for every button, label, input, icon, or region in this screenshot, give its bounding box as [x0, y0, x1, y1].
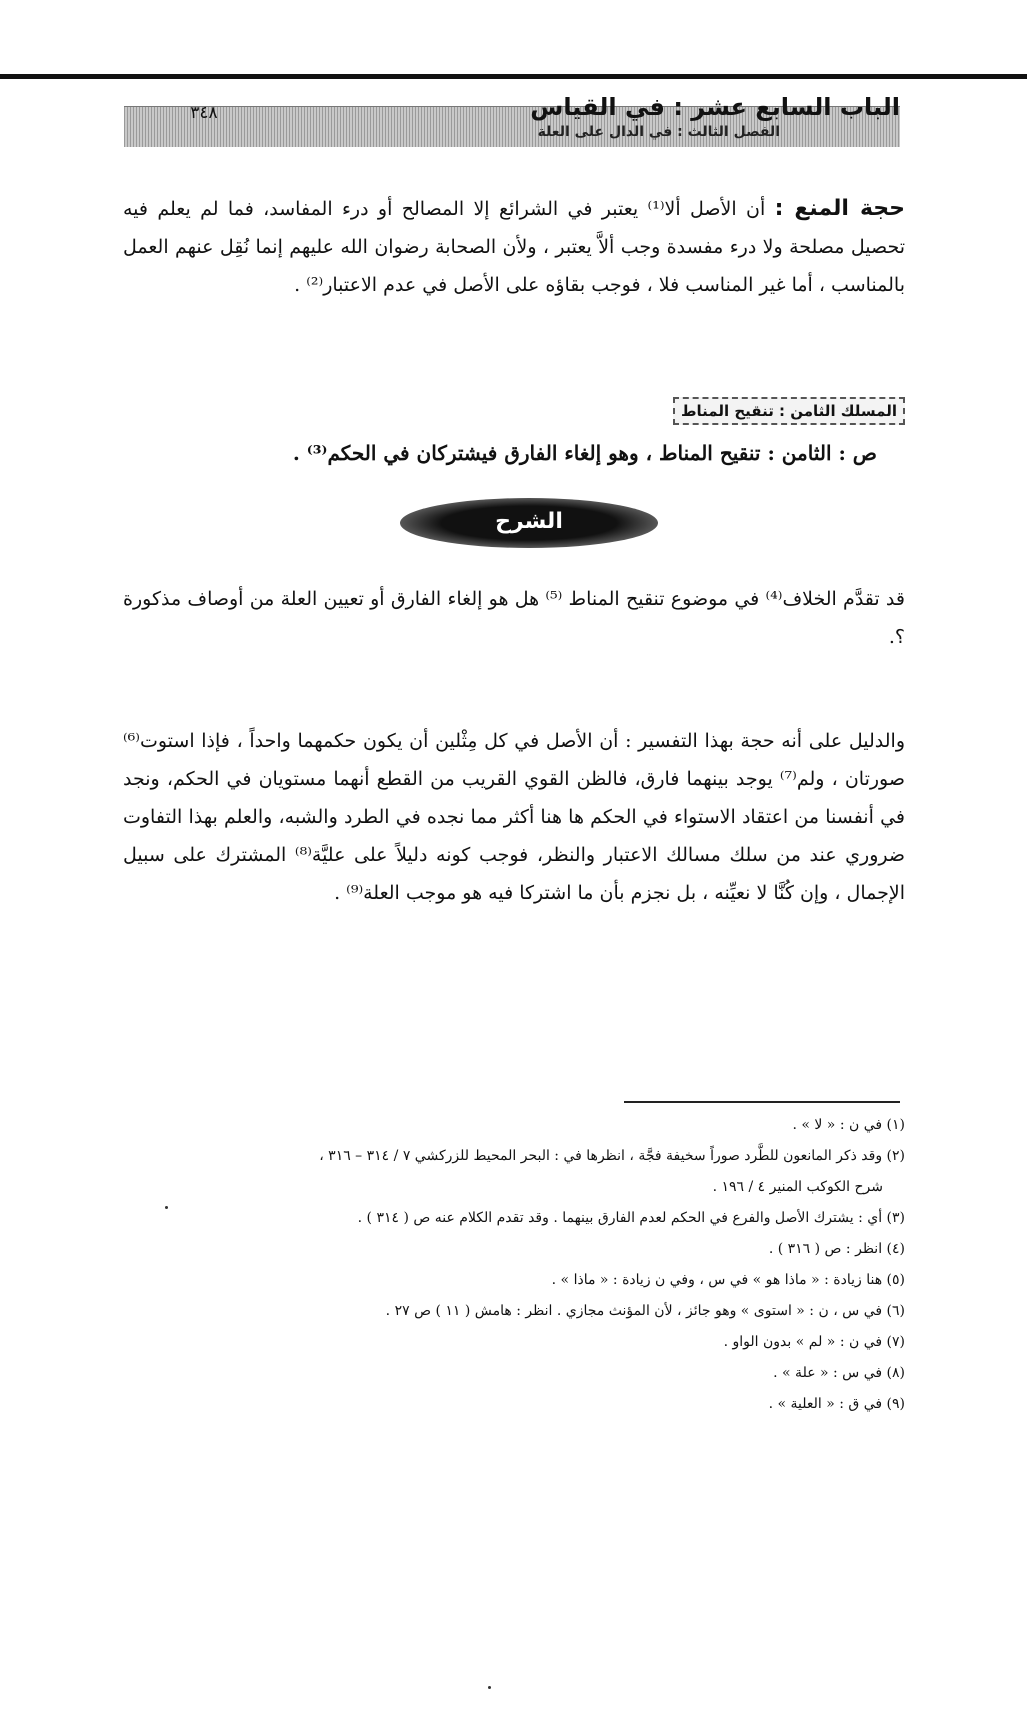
matn-statement: ص : الثامن : تنقيح المناط ، وهو إلغاء الفارق فيشتركان في الحكم⁽³⁾ .	[292, 441, 877, 465]
paragraph-khilaf: قد تقدَّم الخلاف⁽⁴⁾ في موضوع تنقيح المناط ⁽⁵⁾ هل هو إلغاء الفارق أو تعيين العلة من أوصاف مذكورة ؟.	[123, 588, 905, 648]
running-header	[124, 90, 900, 148]
scan-speck	[165, 1206, 168, 1209]
paragraph-text: أن الأصل ألا⁽¹⁾ يعتبر في الشرائع إلا المصالح أو درء المفاسد، فما لم يعلم فيه تحصيل مصلحة ولا درء مفسدة وجب ألاَّ يعتبر ، ولأن الصحابة رضوان الله عليهم إنما نُقِل عنهم العمل بالمناسب ، أما غير المناسب فلا ، فوجب بقاؤه على الأصل في عدم الاعتبار⁽²⁾ .	[123, 198, 905, 296]
footnote-item: (١) في ن : « لا » .	[792, 1117, 905, 1133]
paragraph-dalil: والدليل على أنه حجة بهذا التفسير : أن الأصل في كل مِثْلين أن يكون حكمهما واحداً ، فإذا استوت⁽⁶⁾ صورتان ، ولم⁽⁷⁾ يوجد بينهما فارق، فالظن القوي القريب من القطع أنهما مستويان في الحكم، ونجد في أنفسنا من اعتقاد الاستواء في الحكم ها هنا أكثر مما نجده في الطرد والشبه، والعلم بهذا التفاوت ضروري عند من سلك مسالك الاعتبار والنظر، فوجب كونه دليلاً على عليَّة⁽⁸⁾ المشترك على سبيل الإجمال ، وإن كُنَّا لا نعيِّنه ، بل نجزم بأن ما اشتركا فيه هو موجب العلة⁽⁹⁾ .	[123, 730, 905, 904]
paragraph-hujjat-al-man	[123, 190, 905, 304]
maslak-heading-box: المسلك الثامن : تنقيح المناط	[673, 397, 905, 425]
footnote-item: (٥) هنا زيادة : « ماذا هو » في س ، وفي ن زيادة : « ماذا » .	[551, 1272, 905, 1288]
footnote-item: (٢) وقد ذكر المانعون للطَّرد صوراً سخيفة فجَّة ، انظرها في : البحر المحيط للزركشي ٧ / ٣١٤ – ٣١٦ ،	[319, 1148, 905, 1164]
page-number: ٣٤٨	[190, 103, 218, 123]
paragraph-lead: حجة المنع :	[774, 196, 906, 221]
footnote-item: (٩) في ق : « العلية » .	[768, 1396, 905, 1412]
scan-speck	[488, 1686, 491, 1689]
footnote-item: (٨) في س : « علة » .	[773, 1365, 905, 1381]
footnote-item: (٣) أي : يشترك الأصل والفرع في الحكم لعدم الفارق بينهما . وقد تقدم الكلام عنه ص ( ٣١٤ ) .	[357, 1210, 905, 1226]
top-rule	[0, 74, 1027, 79]
footnote-separator	[624, 1101, 900, 1103]
footnote-continuation: شرح الكوكب المنير ٤ / ١٩٦ .	[712, 1179, 883, 1195]
chapter-title: الباب السابع عشر : في القياس	[530, 93, 900, 121]
footnote-item: (٤) انظر : ص ( ٣١٦ ) .	[768, 1241, 905, 1257]
footnotes	[105, 1110, 905, 1420]
section-title: الفصل الثالث : في الدال على العلة	[537, 124, 780, 140]
footnote-item: (٧) في ن : « لم » بدون الواو .	[723, 1334, 905, 1350]
sharh-badge: الشرح	[400, 498, 658, 548]
footnote-item: (٦) في س ، ن : « استوى » وهو جائز ، لأن المؤنث مجازي . انظر : هامش ( ١١ ) ص ٢٧ .	[385, 1303, 905, 1319]
